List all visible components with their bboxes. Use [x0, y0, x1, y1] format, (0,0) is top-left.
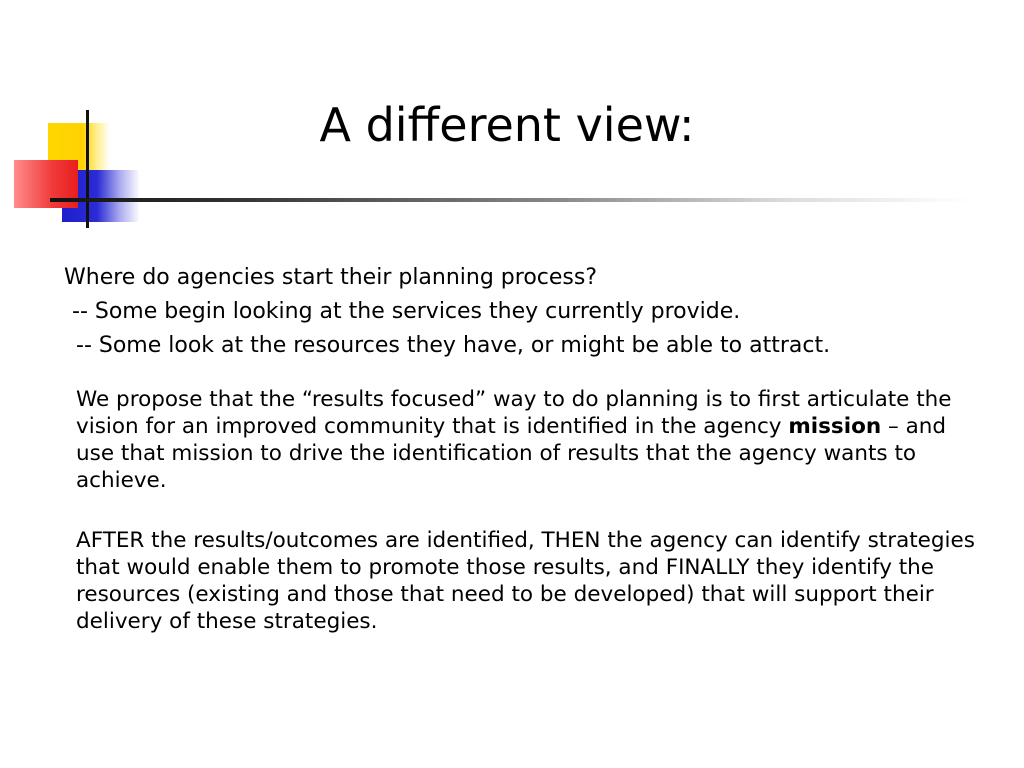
question-line: Where do agencies start their planning process? [64, 265, 598, 290]
slide-body [60, 264, 990, 668]
point-resources: -- Some look at the resources they have, or might be able to attract. [76, 333, 831, 358]
slide-title: A different view: [319, 98, 695, 152]
point-services: -- Some begin looking at the services they currently provide. [72, 299, 741, 324]
paragraph-after-results: AFTER the results/outcomes are identified, THEN the agency can identify strategies that would enable them to promote those results, and FINALLY they identify the resources (existing and those that need to be developed) that will support their delivery of these strategies. [76, 528, 975, 634]
paragraph1-after: – and use that mission to drive the identification of results that the agency wants to achieve. [76, 414, 947, 493]
paragraph1-before: We propose that the “results focused” way to do planning is to first articulate the vision for an improved community that is identified in the agency [76, 387, 952, 439]
paragraph-results-focused [76, 386, 976, 494]
paragraph1-bold-word: mission [788, 414, 882, 439]
title-underline [50, 198, 970, 202]
